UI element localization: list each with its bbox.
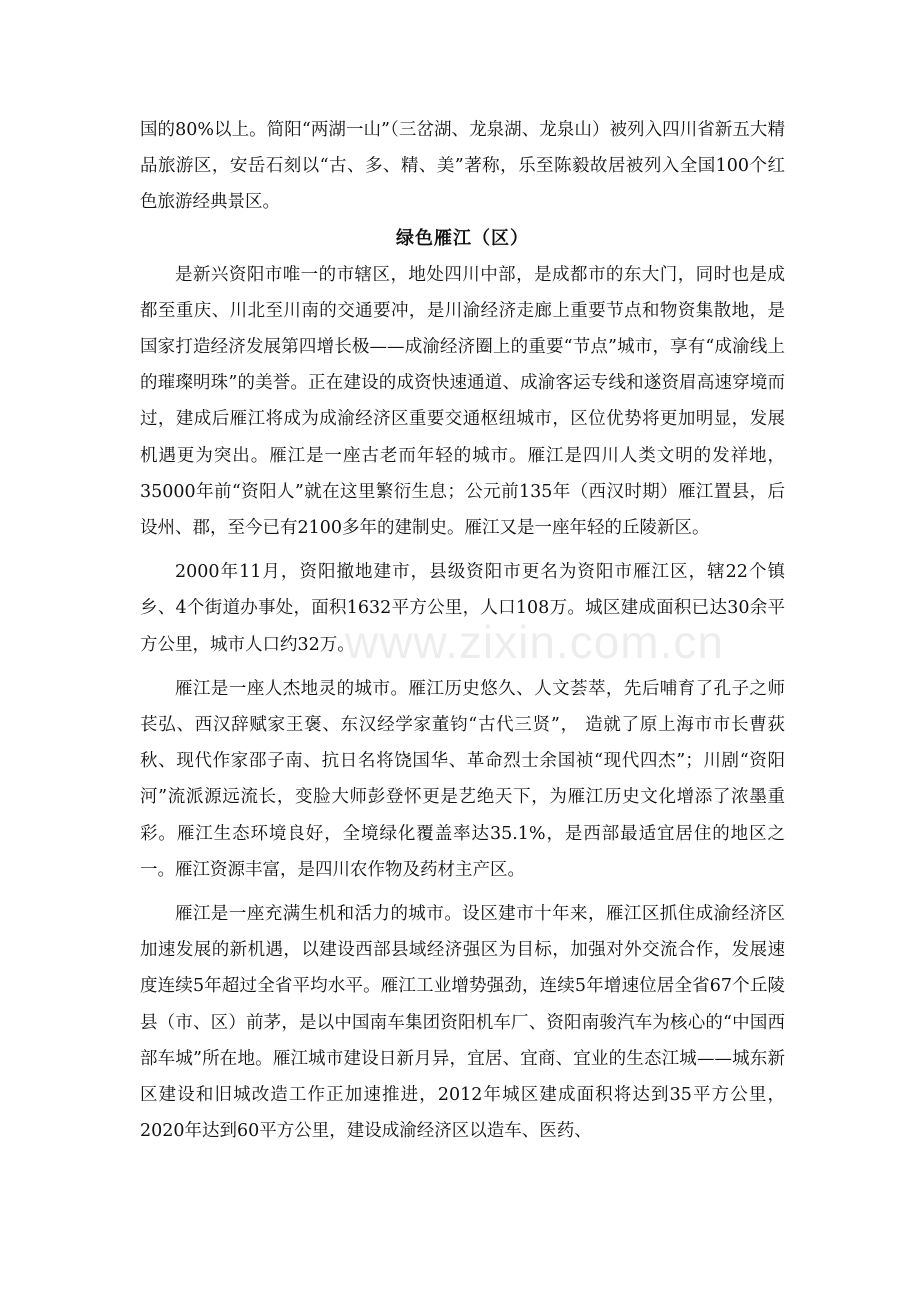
paragraph-development: 雁江是一座充满生机和活力的城市。设区建市十年来，雁江区抓住成渝经济区加速发展的新机遇，以建设西部县域经济强区为目标，加强对外交流合作，发展速度连续5年超过全省平均水平。雁江工业增势强劲，连续5年增速位居全省67个丘陵县（市、区）前茅，是以中国南车集团资阳机车厂、资阳南骏汽车为核心的“中国西部车城”所在地。雁江城市建设日新月异，宜居、宜商、宜业的生态江城——城东新区建设和旧城改造工作正加速推进，2012年城区建成面积将达到35平方公里，2020年达到60平方公里，建设成渝经济区以造车、医药、 [140, 904, 785, 1142]
paragraph-overview: 是新兴资阳市唯一的市辖区，地处四川中部，是成都市的东大门，同时也是成都至重庆、川北至川南的交通要冲，是川渝经济走廊上重要节点和物资集散地，是国家打造经济发展第四增长极——成渝经济圈上的重要“节点”城市，享有“成渝线上的璀璨明珠”的美誉。正在建设的成资快速通道、成渝客运专线和遂资眉高速穿境而过，建成后雁江将成为成渝经济区重要交通枢纽城市，区位优势将更加明显，发展机遇更为突出。雁江是一座古老而年轻的城市。雁江是四川人类文明的发祥地，35000年前“资阳人”就在这里繁衍生息；公元前135年（西汉时期）雁江置县，后设州、郡，至今已有2100多年的建制史。雁江又是一座年轻的丘陵新区。 [140, 264, 785, 539]
paragraph-administration: 2000年11月，资阳撤地建市，县级资阳市更名为资阳市雁江区，辖22个镇乡、4个街道办事处，面积1632平方公里，人口108万。城区建成面积已达30余平方公里，城市人口约32万。 [140, 562, 785, 655]
watermark: www.zixin.com.cn [345, 616, 724, 668]
section-title: 绿色雁江（区） [396, 227, 529, 249]
paragraph-tourism-continued: 国的80%以上。简阳“两湖一山”（三岔湖、龙泉湖、龙泉山）被列入四川省新五大精品旅游区，安岳石刻以“古、多、精、美”著称，乐至陈毅故居被列入全国100个红色旅游经典景区。 [140, 120, 785, 213]
paragraph-culture: 雁江是一座人杰地灵的城市。雁江历史悠久、人文荟萃，先后哺育了孔子之师苌弘、西汉辞赋家王褒、东汉经学家董钧“古代三贤”， 造就了原上海市市长曹荻秋、现代作家邵子南、抗日名将饶国华、革命烈士余国祯“现代四杰”；川剧“资阳河”流派源远流长，变脸大师彭登怀更是艺绝天下，为雁江历史文化增添了浓墨重彩。雁江生态环境良好，全境绿化覆盖率达35.1%，是西部最适宜居住的地区之一。雁江资源丰富，是四川农作物及药材主产区。 [140, 678, 785, 880]
document-page [140, 112, 785, 1149]
